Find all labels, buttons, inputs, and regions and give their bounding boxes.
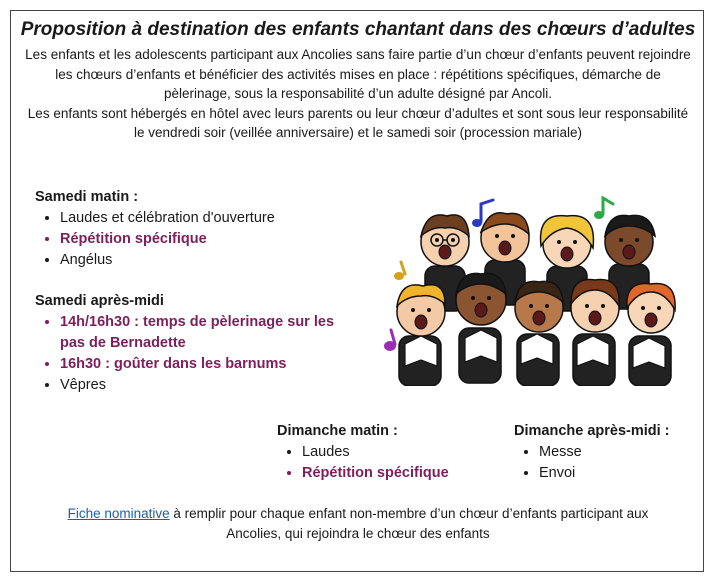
samedi-matin-section [35,189,355,271]
fiche-nominative-link[interactable]: Fiche nominative [67,506,170,521]
intro-paragraph-1: Les enfants et les adolescents participant aux Ancolies sans faire partie d’un chœur d’enfants peuvent rejoindre les chœurs d’enfants et bénéficier des activités mises en place : répétitions spécifiques, démarche de pèlerinage, sous la responsabilité d’un adulte désigné par Ancoli. [25,47,691,101]
samedi-matin-heading: Samedi matin : [35,189,139,205]
footer-note [51,504,665,544]
samedi-matin-list [35,208,355,271]
samedi-apres-midi-list [35,312,355,396]
samedi-apres-midi-section [35,293,355,396]
list-item: • Répétition spécifique [60,229,355,250]
list-item: • Messe [539,442,704,463]
intro-paragraph-2: Les enfants sont hébergés en hôtel avec leurs parents ou leur chœur d’adultes et sont sous leur responsabilité le vendredi soir (veillée anniversaire) et le samedi soir (procession mariale) [27,105,689,140]
dimanche-apres-midi-heading: Dimanche après-midi : [514,423,670,439]
singing-children-illustration [377,196,679,386]
list-item: • Vêpres [60,375,355,396]
footer-text: à remplir pour chaque enfant non-membre d’un chœur d’enfants participant aux Ancolies, qui rejoindra le chœur des enfants [169,506,649,541]
list-item: • Répétition spécifique [302,463,497,484]
list-item: • 14h/16h30 : temps de pèlerinage sur les pas de Bernadette [60,312,355,354]
document-frame [10,10,704,572]
dimanche-matin-section [277,423,497,484]
dimanche-apres-midi-section [514,423,704,484]
intro-text [21,45,695,143]
dimanche-matin-list [277,442,497,484]
list-item: • Angélus [60,250,355,271]
list-item: • Envoi [539,463,704,484]
samedi-apres-midi-heading: Samedi après-midi [35,293,164,309]
dimanche-apres-midi-list [514,442,704,484]
dimanche-matin-heading: Dimanche matin : [277,423,398,439]
list-item: • Laudes et célébration d'ouverture [60,208,355,229]
page-title: Proposition à destination des enfants chantant dans des chœurs d’adultes [20,19,696,40]
list-item: • 16h30 : goûter dans les barnums [60,354,355,375]
list-item: • Laudes [302,442,497,463]
